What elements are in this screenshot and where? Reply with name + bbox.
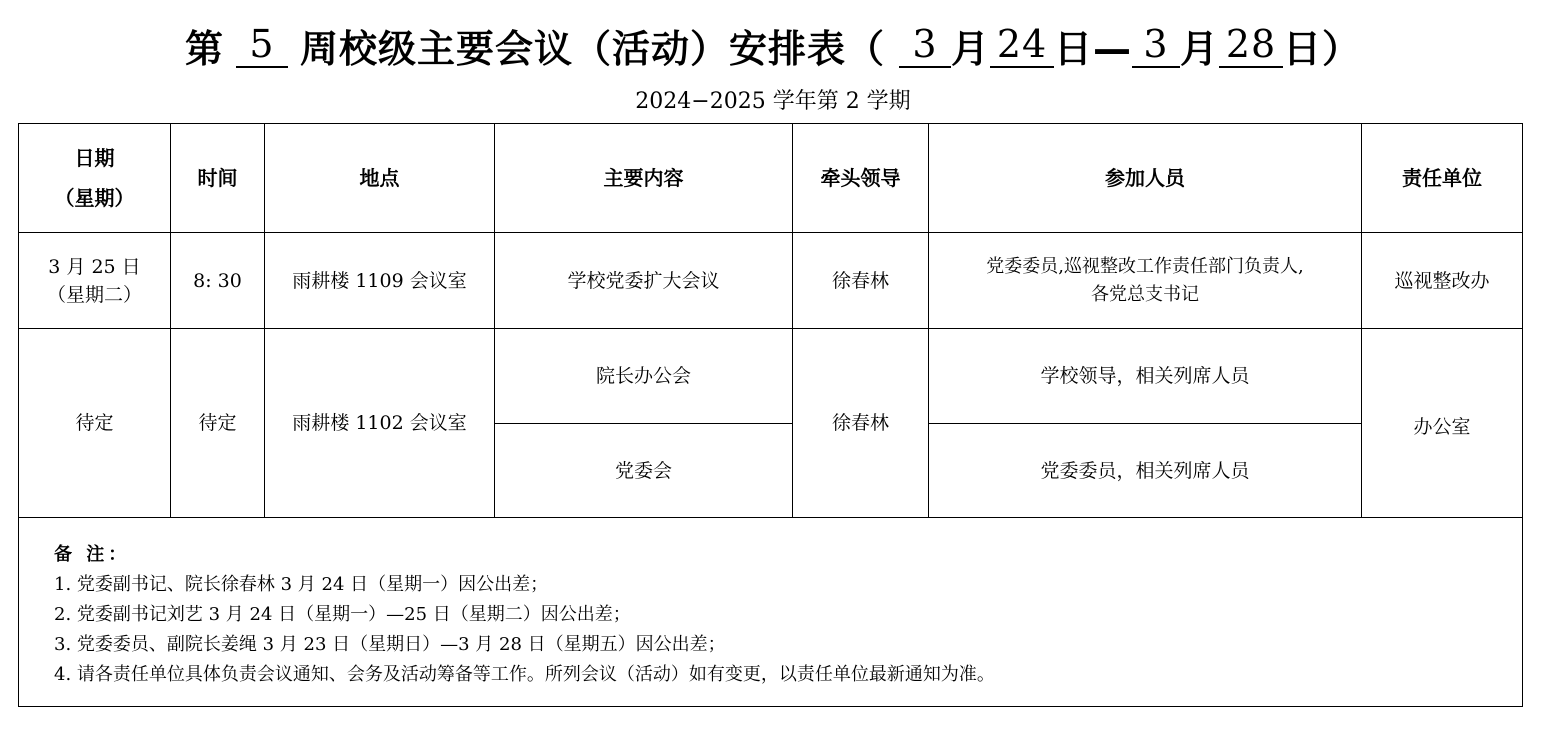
note-item: 4. 请各责任单位具体负责会议通知、会务及活动筹备等工作。所列会议（活动）如有变更，以责任单位最新通知为准。 [54,664,995,685]
week-number: 5 [236,22,288,68]
header-attendees: 参加人员 [1105,166,1185,190]
row1-content: 学校党委扩大会议 [567,269,720,292]
row2-content-b: 党委会 [614,459,672,482]
row1-leader: 徐春林 [831,269,889,292]
row1-unit: 巡视整改办 [1394,269,1490,292]
note-item: 2. 党委副书记刘艺 3 月 24 日（星期一）—25 日（星期二）因公出差； [54,604,631,625]
row2-content-a: 院长办公会 [595,365,691,387]
note-item: 3. 党委委员、副院长姜绳 3 月 23 日（星期日）—3 月 28 日（星期五）因公出差； [54,634,726,655]
row1-time: 8: 30 [193,269,242,292]
row2-place: 雨耕楼 1102 会议室 [292,412,467,434]
header-content: 主要内容 [603,166,684,190]
row2-leader: 徐春林 [831,412,889,434]
header-unit: 责任单位 [1402,166,1482,190]
notes-section [54,540,995,690]
header-place: 地点 [359,166,400,190]
end-day: 28 [1219,22,1283,68]
row2-bottom-border [18,517,1523,518]
page-title: 第 5 周校级主要会议（活动）安排表（ 3 月 24 日— 3 月 28 日） [184,22,1362,71]
row2-unit: 办公室 [1413,416,1471,438]
table-bottom-border [18,706,1523,707]
semester-subtitle: 2024−2025 学年第 2 学期 [635,89,911,114]
note-item: 1. 党委副书记、院长徐春林 3 月 24 日（星期一）因公出差； [54,574,549,595]
notes-title: 备 注： [54,544,131,565]
row1-place: 雨耕楼 1109 会议室 [292,269,467,292]
header-time: 时间 [197,166,238,190]
row2-time: 待定 [198,412,237,434]
header-date: 日期 （星期） [54,146,135,210]
header-leader: 牵头领导 [820,166,901,190]
row1-attendees: 党委委员,巡视整改工作责任部门负责人, 各党总支书记 [986,255,1304,305]
row1-date: 3 月 25 日 （星期二） [46,255,142,306]
start-month: 3 [899,22,951,68]
start-day: 24 [990,22,1054,68]
right-border [1522,123,1523,707]
row2-attendees-b: 党委委员，相关列席人员 [1040,459,1250,482]
row2-date: 待定 [75,412,114,434]
row2-attendees-a: 学校领导，相关列席人员 [1040,365,1250,387]
end-month: 3 [1132,22,1180,68]
